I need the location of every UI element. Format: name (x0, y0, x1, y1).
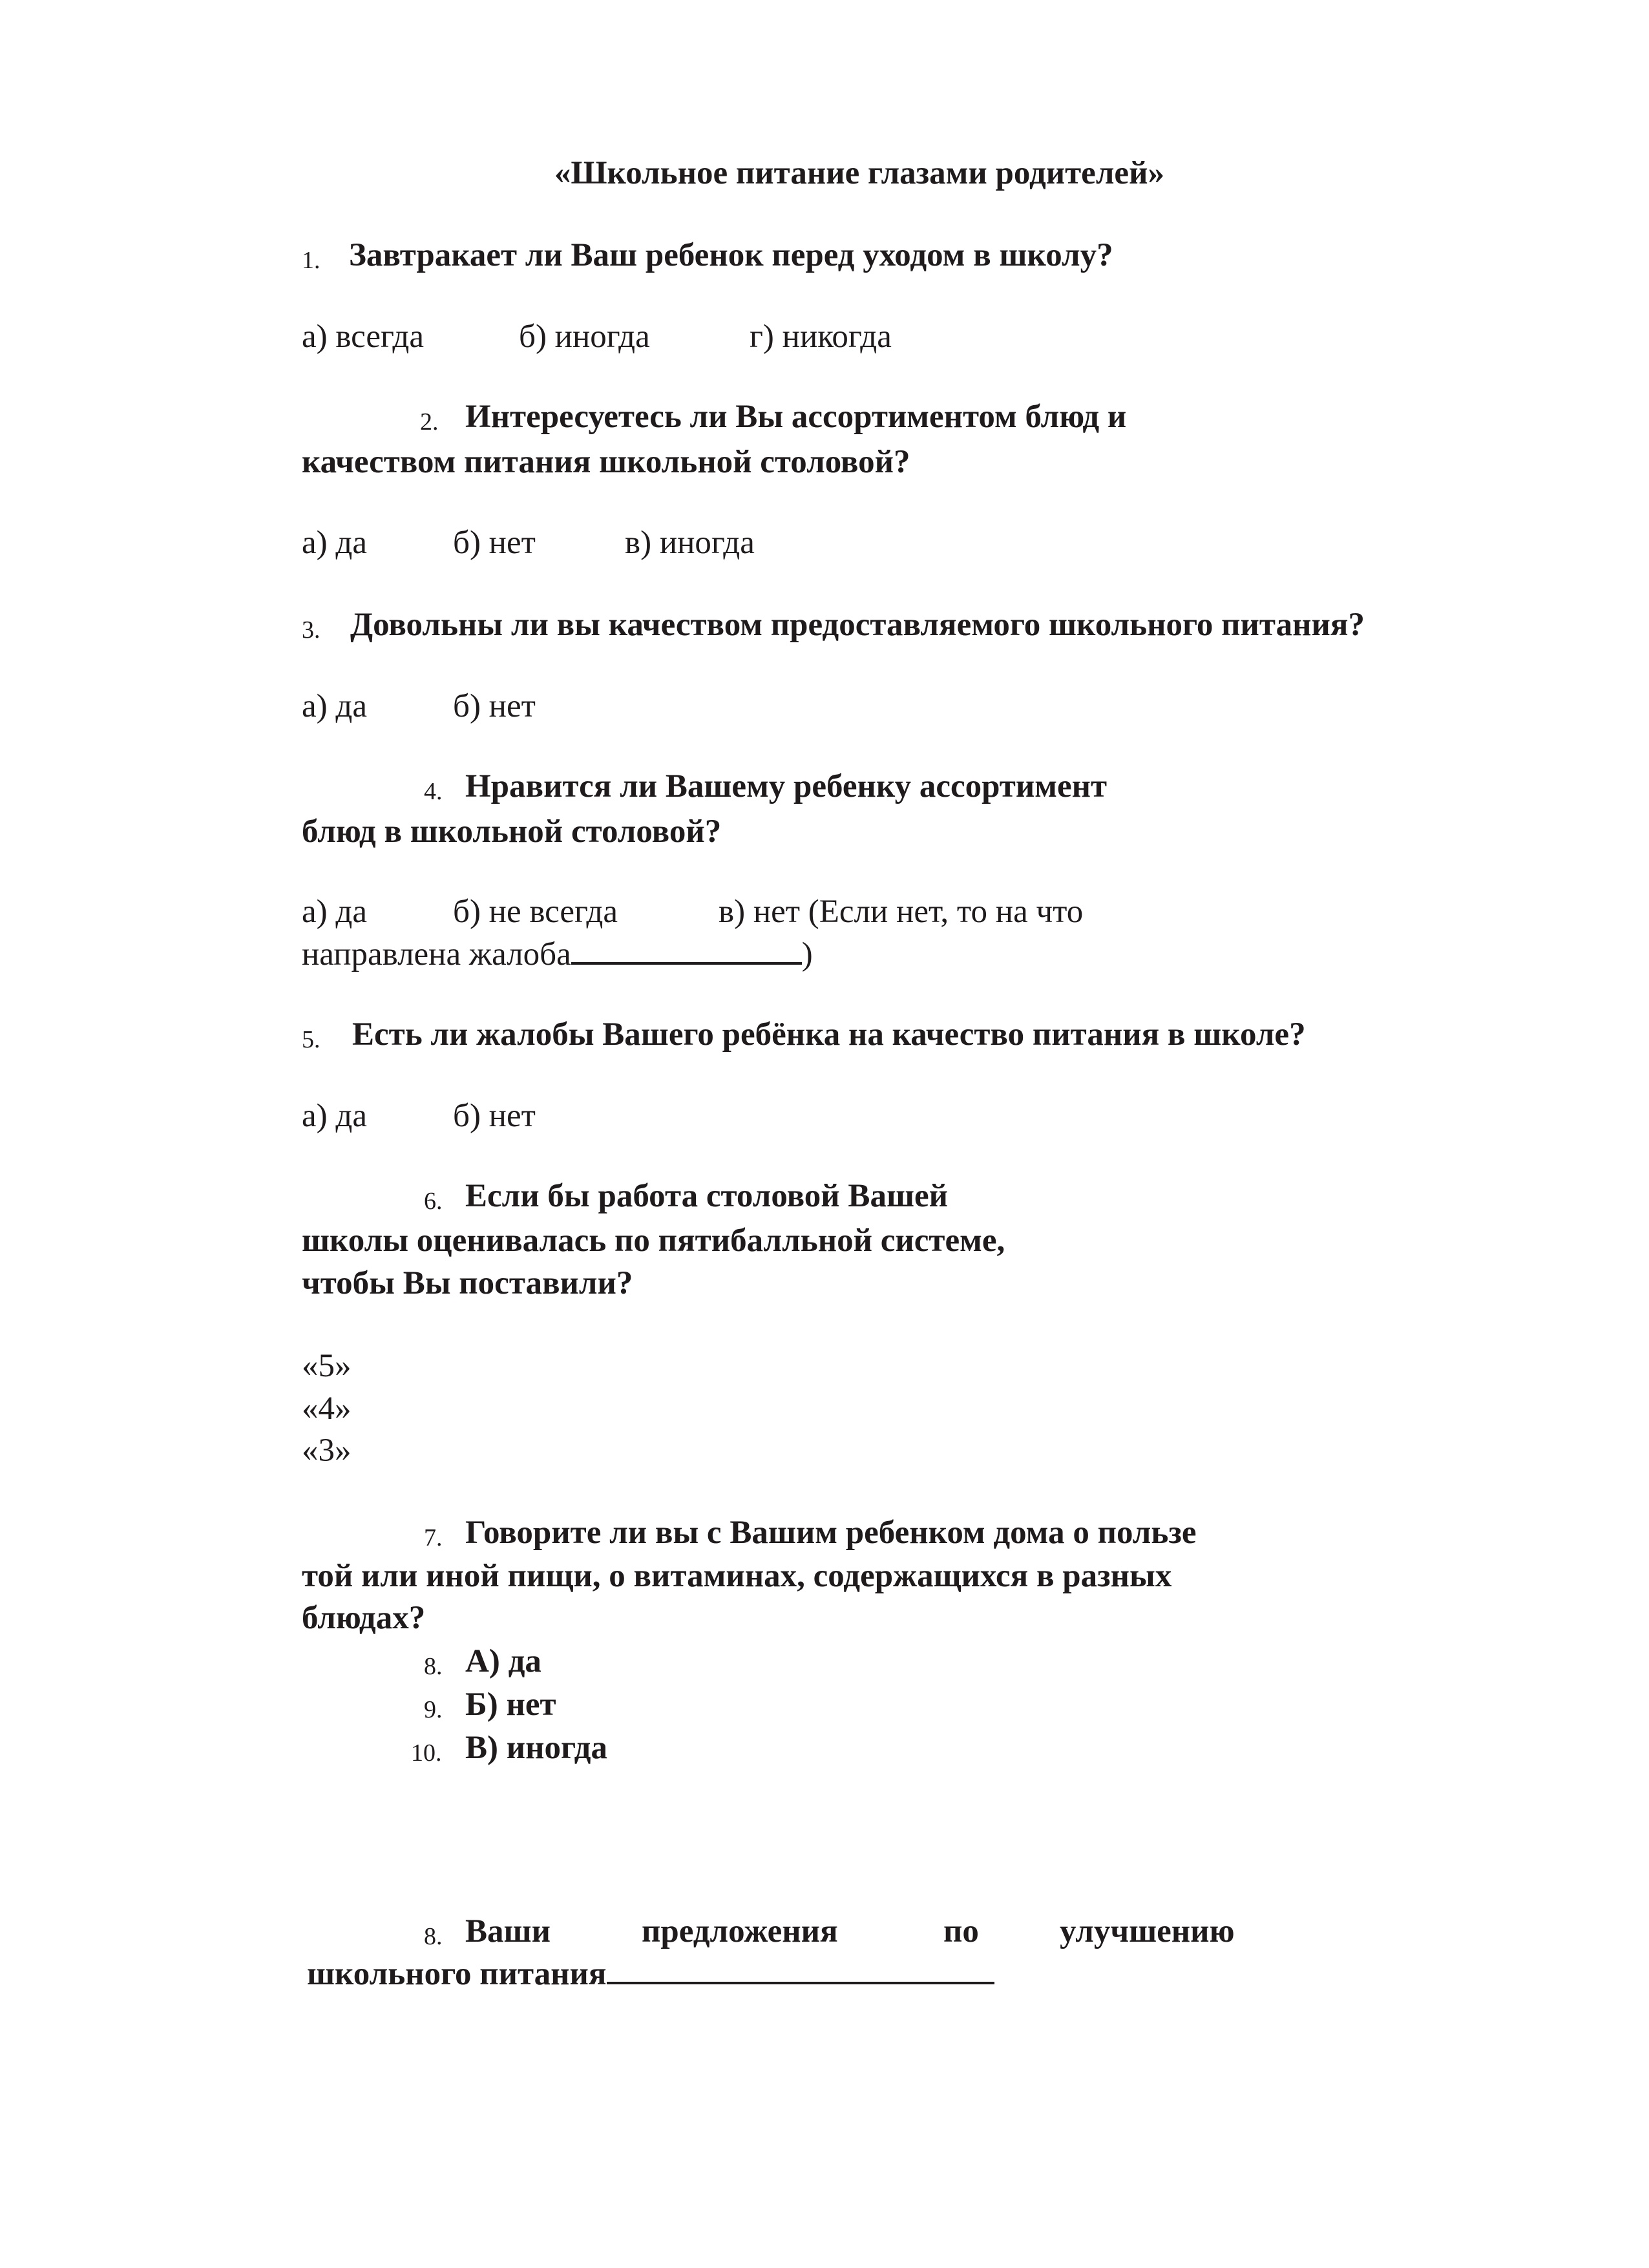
q1-option-a: а) всегда (302, 319, 425, 355)
q4-option-b: б) не всегда (453, 894, 618, 930)
q7-answer-b: Б) нет (465, 1686, 556, 1723)
q1-number: 1. (302, 247, 320, 274)
q6-grade-3: «3» (302, 1433, 352, 1469)
q8-number: 8. (424, 1923, 443, 1950)
q3-option-a: а) да (302, 688, 367, 724)
page-title: «Школьное питание глазами родителей» (554, 155, 1164, 191)
q3-option-b: б) нет (453, 688, 536, 724)
q7-text-line1: Говорите ли вы с Вашим ребенком дома о пользе (465, 1515, 1197, 1551)
q7-answer-a: А) да (465, 1643, 541, 1679)
q7-text-line3: блюдах? (302, 1600, 426, 1636)
q7-answer-number: 10. (411, 1739, 442, 1767)
q6-grade-4: «4» (302, 1391, 352, 1427)
q1-text: Завтракает ли Ваш ребенок перед уходом в школу? (349, 237, 1113, 273)
q7-answer-number: 8. (424, 1653, 443, 1680)
q7-text-line2: той или иной пищи, о витаминах, содержащихся в разных (302, 1558, 1172, 1594)
q6-text-line2: школы оценивалась по пятибалльной системе, (302, 1223, 1005, 1259)
q8-word: по (943, 1913, 979, 1949)
q3-text: Довольны ли вы качеством предоставляемого школьного питания? (350, 607, 1365, 643)
q8-word: Ваши (465, 1913, 551, 1949)
q2-option-a: а) да (302, 525, 367, 561)
q1-option-g: г) никогда (750, 319, 892, 355)
q3-number: 3. (302, 616, 320, 644)
q5-text: Есть ли жалобы Вашего ребёнка на качество питания в школе? (352, 1016, 1306, 1053)
q4-complaint-line (302, 938, 813, 971)
q2-option-b: б) нет (453, 525, 536, 561)
q4-number: 4. (424, 778, 443, 805)
q2-number: 2. (420, 408, 439, 436)
q4-complaint-label: направлена жалоба (302, 936, 571, 972)
q7-answer-v: В) иногда (465, 1730, 607, 1766)
q5-option-b: б) нет (453, 1098, 536, 1134)
q2-option-v: в) иногда (625, 525, 755, 561)
q8-word: улучшению (1060, 1913, 1235, 1949)
q8-line2 (307, 1958, 994, 1991)
q4-option-a: а) да (302, 894, 367, 930)
q4-complaint-blank[interactable] (571, 962, 802, 965)
q8-line2-label: школьного питания (307, 1956, 607, 1992)
q2-text-line2: качеством питания школьной столовой? (302, 444, 910, 480)
q7-answer-number: 9. (424, 1696, 443, 1723)
q5-number: 5. (302, 1026, 320, 1053)
q2-text-line1: Интересуетесь ли Вы ассортиментом блюд и (465, 399, 1127, 435)
q4-option-v: в) нет (Если нет, то на что (719, 894, 1084, 930)
q4-complaint-close: ) (801, 936, 813, 972)
q5-option-a: а) да (302, 1098, 367, 1134)
q4-text-line1: Нравится ли Вашему ребенку ассортимент (465, 768, 1108, 804)
q6-number: 6. (424, 1188, 443, 1215)
q4-text-line2: блюд в школьной столовой? (302, 814, 722, 850)
q6-text-line3: чтобы Вы поставили? (302, 1265, 633, 1301)
q6-grade-5: «5» (302, 1348, 352, 1384)
q6-text-line1: Если бы работа столовой Вашей (465, 1178, 949, 1214)
q8-suggestions-blank[interactable] (607, 1982, 994, 1984)
q1-option-b: б) иногда (519, 319, 650, 355)
q7-number: 7. (424, 1524, 443, 1551)
q8-word: предложения (642, 1913, 838, 1949)
